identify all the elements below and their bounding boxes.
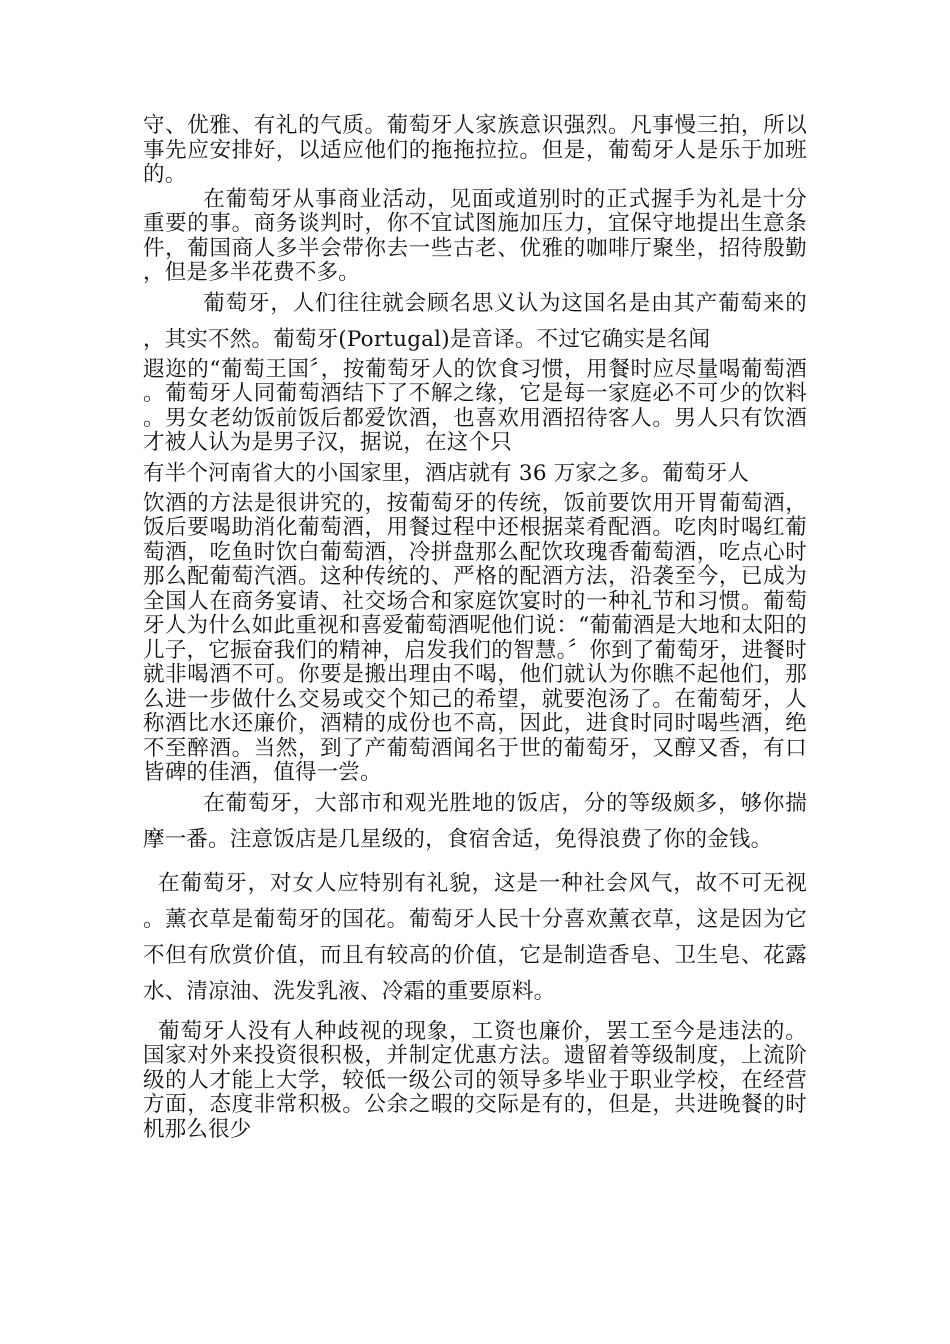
paragraph-women-lavender: 在葡萄牙，对女人应特别有礼貌，这是一种社会风气，故不可无视。薰衣草是葡萄牙的国花。葡萄牙人民十分喜欢薰衣草，这是因为它不但有欣赏价值，而且有较高的价值，它是制造香皂、卫生皂、花露水、清凉油、洗发乳液、冷霜的重要原料。	[143, 870, 807, 1004]
paragraph-hotels: 在葡萄牙，大部市和观光胜地的饭店，分的等级颇多，够你揣摩一番。注意饭店是几星级的，食宿舍适，免得浪费了你的金钱。	[143, 790, 807, 852]
paragraph-business-meeting: 在葡萄牙从事商业活动，见面或道别时的正式握手为礼是十分重要的事。商务谈判时，你不宜试图施加压力，宜保守地提出生意条件，葡国商人多半会带你去一些古老、优雅的咖啡厅聚坐，招待殷勤，但是多半花费不多。	[143, 186, 807, 285]
paragraph-drinking-customs: 饮酒的方法是很讲究的，按葡萄牙的传统，饭前要饮用开胃葡萄酒，饭后要喝助消化葡萄酒，用餐过程中还根据菜肴配酒。吃肉时喝红葡萄酒，吃鱼时饮白葡萄酒，冷拼盘那么配饮玫瑰香葡萄酒，吃点心时那么配葡萄汽酒。这种传统的、严格的配酒方法，沿袭至今，已成为全国人在商务宴请、社交场合和家庭饮宴时的一种礼节和习惯。葡萄牙人为什么如此重视和喜爱葡萄酒呢他们说：“葡葡酒是大地和太阳的儿子，它振奋我们的精神，启发我们的智慧。〞你到了葡萄牙，进餐时就非喝酒不可。你要是搬出理由不喝，他们就认为你瞧不起他们，那么进一步做什么交易或交个知己的希望，就要泡汤了。在葡萄牙，人称酒比水还廉价，酒精的成份也不高，因此，进食时同时喝些酒，绝不至醉酒。当然，到了产葡萄酒闻名于世的葡萄牙，又醇又香，有口皆碑的佳酒，值得一尝。	[143, 490, 807, 785]
paragraph-country-name: 葡萄牙，人们往往就会顾名思义认为这国名是由其产葡萄来的，其实不然。葡萄牙(Portugal)是音译。不过它确实是名闻	[143, 290, 807, 352]
paragraph-wine-kingdom: 遐迩的“葡萄王国〞，按葡萄牙人的饮食习惯，用餐时应尽量喝葡萄酒。葡萄牙人同葡萄酒结下了不解之缘，它是每一家庭必不可少的饮料。男女老幼饭前饭后都爱饮酒，也喜欢用酒招待客人。男人只有饮酒才被人认为是男子汉，据说，在这个只	[143, 356, 807, 455]
paragraph-etiquette-continued: 守、优雅、有礼的气质。葡萄牙人家族意识强烈。凡事慢三拍，所以事先应安排好，以适应他们的拖拖拉拉。但是，葡萄牙人是乐于加班的。	[143, 113, 807, 187]
paragraph-wine-shops: 有半个河南省大的小国家里，酒店就有 36 万家之多。葡萄牙人	[143, 460, 750, 486]
paragraph-society-labor: 葡萄牙人没有人种歧视的现象，工资也廉价，罢工至今是违法的。国家对外来投资很积极，并制定优惠方法。遗留着等级制度，上流阶级的人才能上大学，较低一级公司的领导多毕业于职业学校，在经营方面，态度非常积极。公余之暇的交际是有的，但是，共进晚餐的时机那么很少	[143, 1018, 807, 1142]
document-body	[143, 114, 807, 1142]
